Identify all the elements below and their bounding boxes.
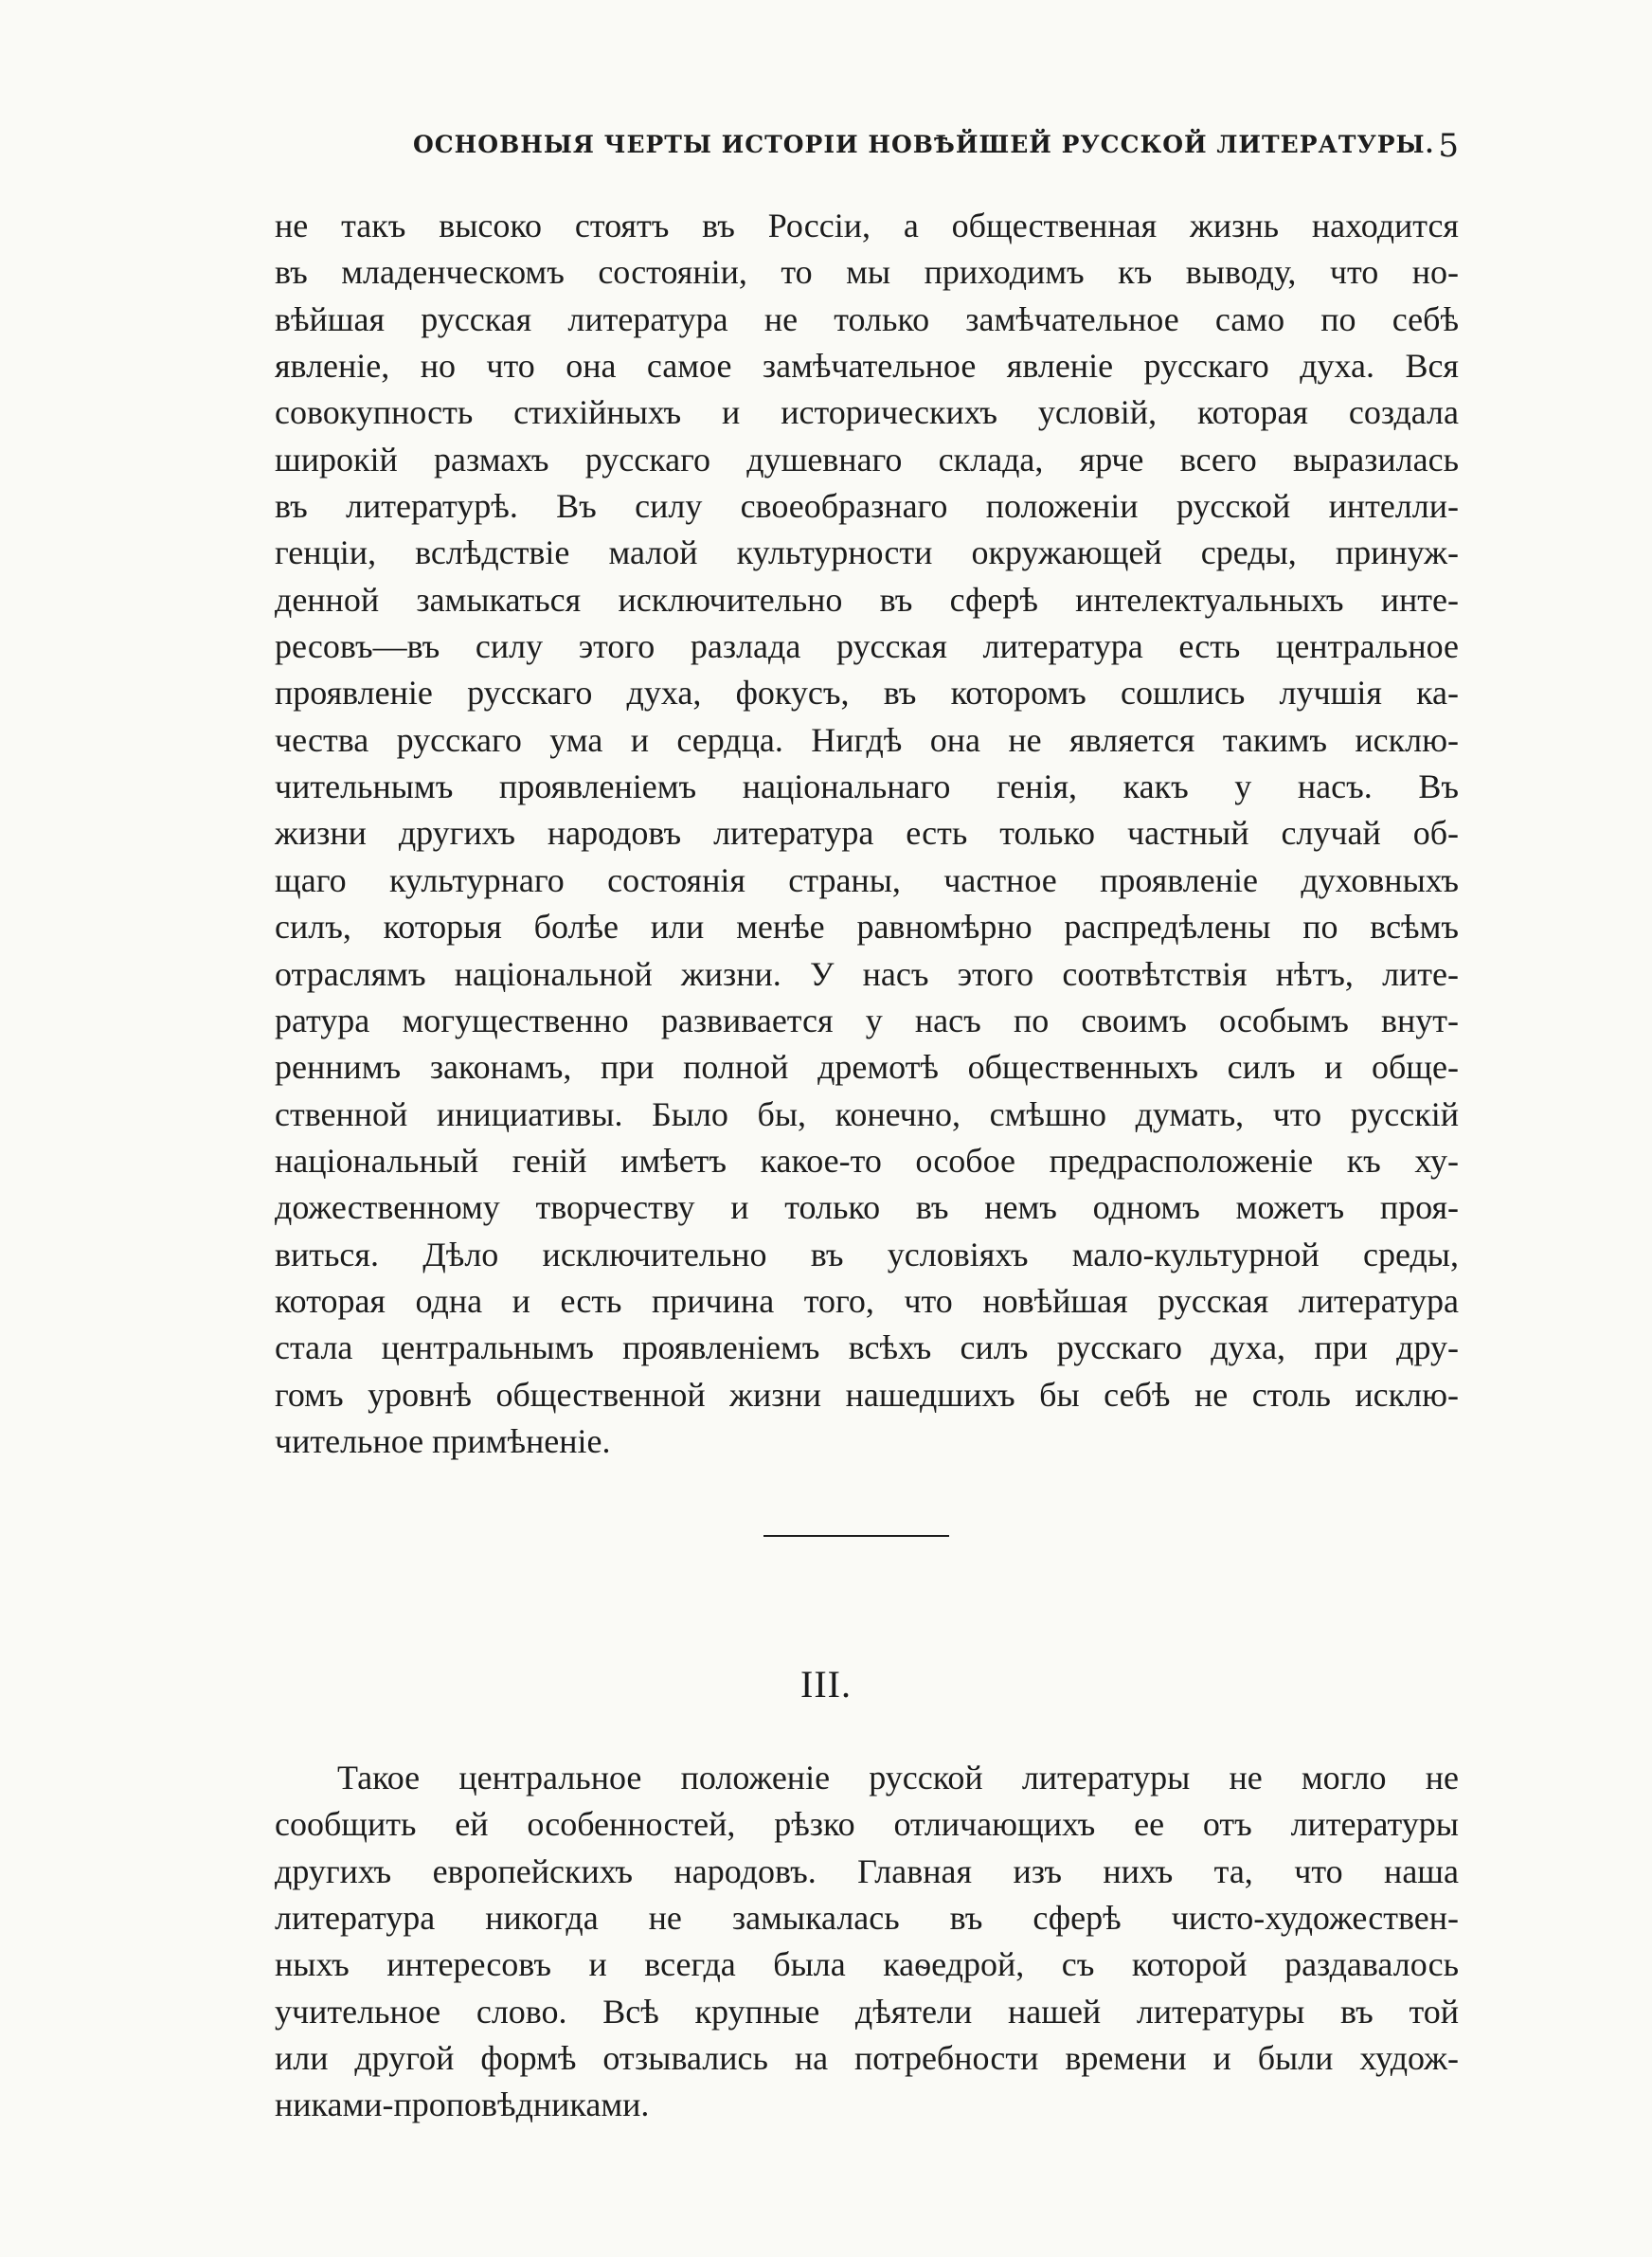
text-line: учительное слово. Всѣ крупные дѣятели нашей литературы въ той (275, 1992, 1459, 2031)
text-line: щаго культурнаго состоянія страны, частное проявленіе духовныхъ (275, 860, 1459, 899)
text-line: ныхъ интересовъ и всегда была каѳедрой, съ которой раздавалось (275, 1945, 1459, 1984)
text-line: чительное примѣненіе. (275, 1421, 611, 1460)
text-line: Такое центральное положеніе русской литературы не могло не (337, 1759, 1459, 1797)
running-title: ОСНОВНЫЯ ЧЕРТЫ ИСТОРІИ НОВѢЙШЕЙ РУССКОЙ ЛИТЕРАТУРЫ. (413, 131, 1435, 158)
text-line: или другой формѣ отзывались на потребности времени и были худож- (275, 2039, 1459, 2078)
text-line: которая одна и есть причина того, что новѣйшая русская литература (275, 1281, 1459, 1320)
text-line: никами-проповѣдниками. (275, 2085, 650, 2124)
text-line: въ младенческомъ состояніи, то мы приходимъ къ выводу, что но- (275, 253, 1459, 292)
text-line: другихъ европейскихъ народовъ. Главная изъ нихъ та, что наша (275, 1851, 1459, 1890)
text-line: литература никогда не замыкалась въ сферѣ чисто-художествен- (275, 1899, 1459, 1938)
text-line: денной замыкаться исключительно въ сферѣ интелектуальныхъ инте- (275, 580, 1459, 619)
text-line: проявленіе русскаго духа, фокусъ, въ которомъ сошлись лучшія ка- (275, 674, 1459, 713)
section-divider-rule (763, 1535, 949, 1537)
text-line: дожественному творчеству и только въ немъ одномъ можетъ проя- (275, 1188, 1459, 1227)
text-line: стала центральнымъ проявленіемъ всѣхъ силъ русскаго духа, при дру- (275, 1328, 1459, 1367)
text-line: широкій размахъ русскаго душевнаго склада, ярче всего выразилась (275, 440, 1459, 478)
text-line: сообщить ей особенностей, рѣзко отличающихъ ее отъ литературы (275, 1805, 1459, 1844)
text-line: силъ, которыя болѣе или менѣе равномѣрно распредѣлены по всѣмъ (275, 908, 1459, 947)
text-line: виться. Дѣло исключительно въ условіяхъ мало-культурной среды, (275, 1235, 1459, 1273)
text-line: ственной инициативы. Было бы, конечно, смѣшно думать, что русскій (275, 1094, 1459, 1133)
text-line: ратура могущественно развивается у насъ по своимъ особымъ внут- (275, 1001, 1459, 1039)
text-line: отраслямъ національной жизни. У насъ этого соотвѣтствія нѣтъ, лите- (275, 954, 1459, 993)
text-line: не такъ высоко стоятъ въ Россіи, а общественная жизнь находится (275, 207, 1459, 244)
text-line: явленіе, но что она самое замѣчательное явленіе русскаго духа. Вся (275, 347, 1459, 386)
text-line: чительнымъ проявленіемъ національнаго генія, какъ у насъ. Въ (275, 767, 1459, 806)
text-line: гомъ уровнѣ общественной жизни нашедшихъ бы себѣ не столь исклю- (275, 1375, 1459, 1414)
text-line: чества русскаго ума и сердца. Нигдѣ она не является такимъ исклю- (275, 720, 1459, 759)
text-line: реннимъ законамъ, при полной дремотѣ общественныхъ силъ и обще- (275, 1048, 1459, 1087)
text-line: ресовъ—въ силу этого разлада русская литература есть центральное (275, 627, 1459, 666)
text-line: вѣйшая русская литература не только замѣчательное само по себѣ (275, 299, 1459, 338)
text-line: совокупность стихійныхъ и историческихъ условій, которая создала (275, 393, 1459, 432)
text-line: національный геній имѣетъ какое-то особое предрасположеніе къ ху- (275, 1141, 1459, 1180)
text-line: въ литературѣ. Въ силу своеобразнаго положеніи русской интелли- (275, 487, 1459, 526)
page-number: 5 (1438, 127, 1459, 165)
text-line: жизни другихъ народовъ литература есть только частный случай об- (275, 814, 1459, 853)
paragraph-continuation (275, 203, 1459, 1465)
text-line: генціи, вслѣдствіе малой культурности окружающей среды, принуж- (275, 533, 1459, 572)
paragraph-section-three (275, 1755, 1459, 2129)
section-heading: III. (800, 1663, 852, 1706)
